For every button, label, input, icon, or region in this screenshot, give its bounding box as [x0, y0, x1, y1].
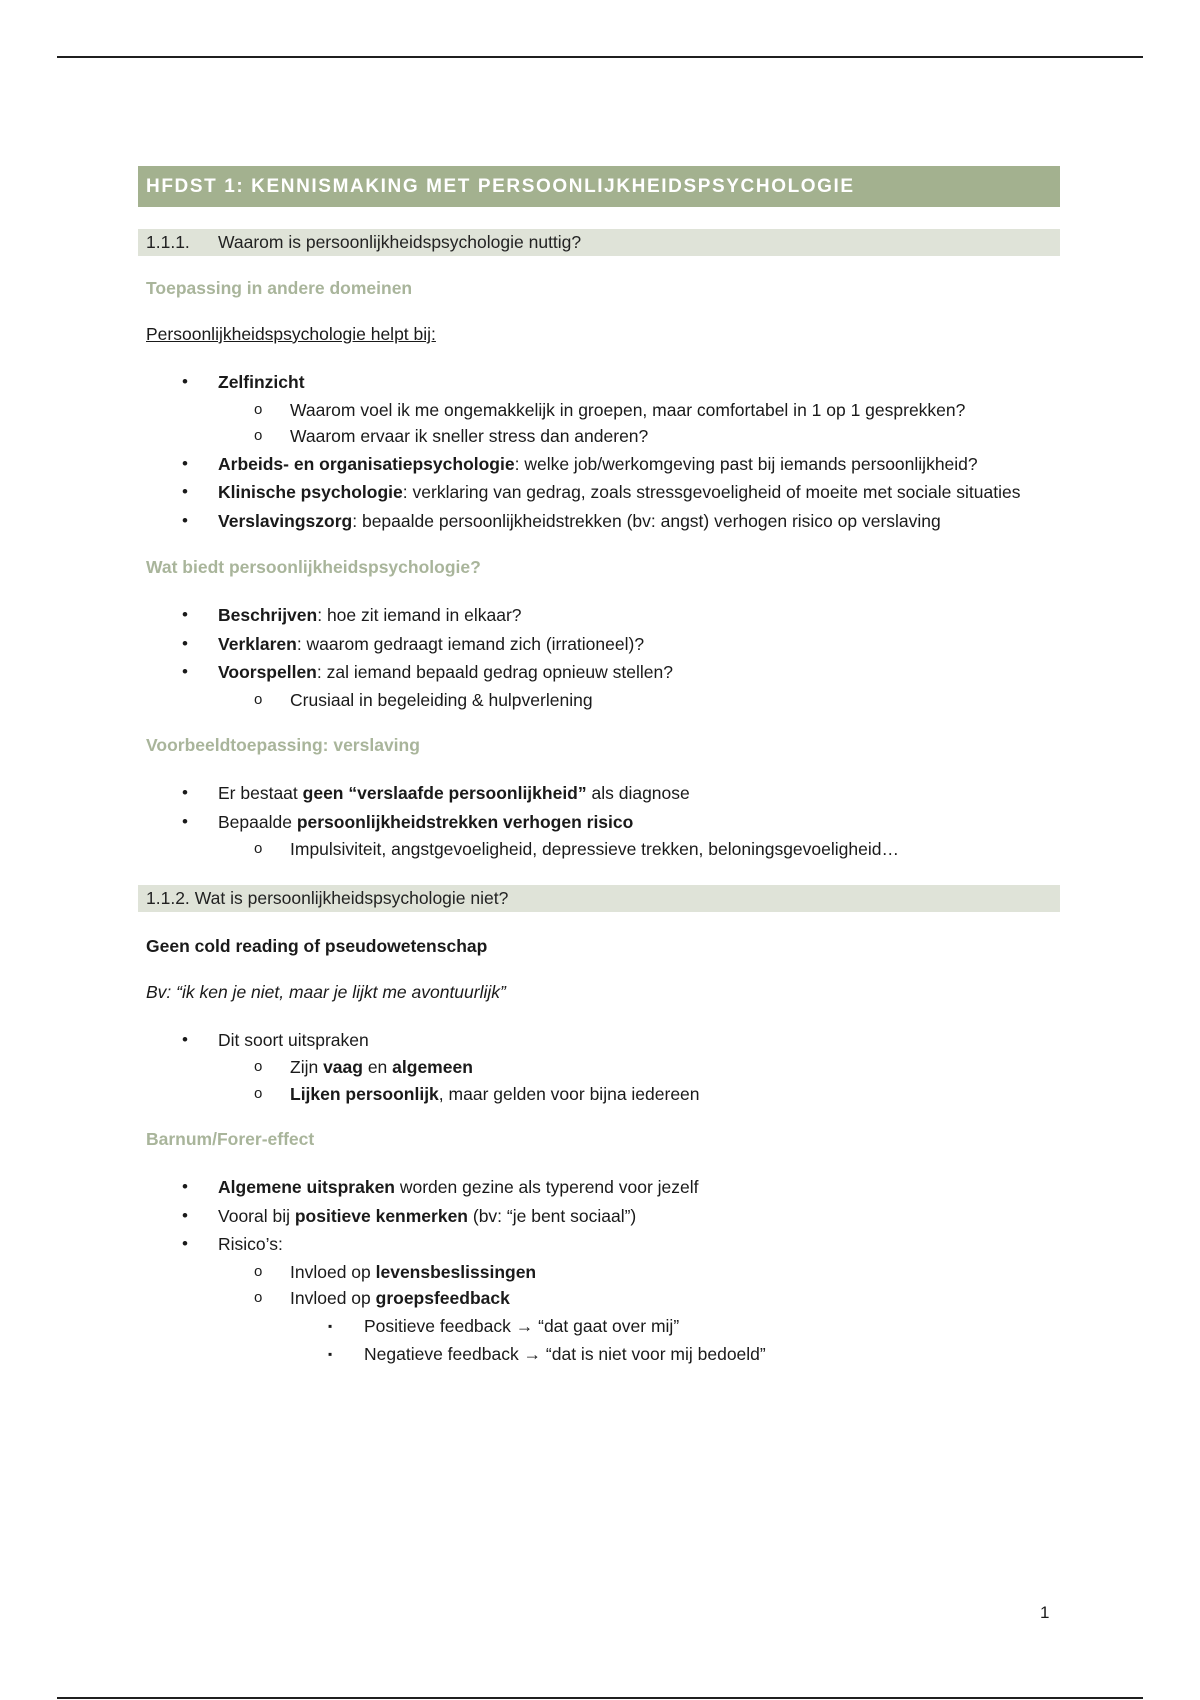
item-term: Algemene uitspraken	[218, 1177, 395, 1197]
sublist	[218, 836, 1060, 863]
circle-glyph: o	[254, 400, 263, 418]
item-text: Positieve feedback → “dat gaat over mij”	[364, 1315, 680, 1336]
circle-glyph: o	[254, 1262, 263, 1280]
sublist-item	[218, 1054, 1060, 1081]
list-item	[138, 601, 1060, 630]
circle-glyph: o	[254, 427, 263, 444]
bullet-glyph: •	[182, 510, 188, 530]
sublist-item	[218, 1259, 1060, 1286]
item-term: Arbeids- en organisatiepsychologie	[218, 453, 515, 474]
sublist	[218, 687, 1060, 714]
bullet-glyph: •	[182, 633, 188, 653]
circle-glyph: o	[254, 1289, 263, 1306]
list-uitspraken	[138, 1026, 1060, 1108]
list-item	[138, 779, 1060, 808]
subsublist-item	[290, 1312, 1060, 1340]
bullet-glyph: •	[182, 811, 188, 831]
item-text: Waarom voel ik me ongemakkelijk in groepen, maar comfortabel in 1 op 1 gesprekken?	[290, 399, 966, 420]
section-number: 1.1.2.	[146, 887, 190, 908]
item-term: Lijken persoonlijk	[290, 1083, 439, 1104]
sublist-item	[218, 423, 1060, 450]
item-term: groepsfeedback	[375, 1288, 510, 1308]
item-text: worden gezine als typerend voor jezelf	[395, 1177, 699, 1197]
list-item	[138, 658, 1060, 713]
item-term: Verslavingszorg	[218, 510, 353, 531]
item-term: persoonlijkheidstrekken verhogen risico	[296, 811, 634, 832]
subheading-toepassing: Toepassing in andere domeinen	[146, 278, 413, 298]
list-toepassingen	[138, 368, 1060, 535]
header-rule	[57, 56, 1143, 58]
item-text: Dit soort uitspraken	[218, 1029, 369, 1050]
subheading-wat-biedt: Wat biedt persoonlijkheidspsychologie?	[146, 557, 481, 577]
item-body	[218, 450, 1048, 479]
bullet-glyph: •	[182, 482, 188, 501]
item-text: Vooral bij	[218, 1205, 295, 1226]
square-glyph: ▪	[328, 1346, 333, 1361]
bullet-glyph: •	[182, 605, 188, 624]
item-text: Bepaalde	[218, 811, 297, 832]
item-text: Invloed op	[290, 1261, 376, 1282]
bullet-glyph: •	[182, 372, 188, 391]
item-text: : hoe zit iemand in elkaar?	[317, 605, 522, 625]
item-text: : zal iemand bepaald gedrag opnieuw stellen?	[316, 662, 673, 682]
list-item	[138, 1026, 1060, 1108]
footer-rule	[57, 1697, 1143, 1699]
bullet-glyph: •	[182, 453, 188, 473]
list-item	[138, 630, 1060, 659]
bullet-glyph: •	[182, 1205, 188, 1225]
circle-glyph: o	[254, 1084, 263, 1102]
list-verslaving	[138, 779, 1060, 863]
bullet-glyph: •	[182, 662, 188, 681]
item-term: positieve kenmerken	[294, 1205, 468, 1226]
bullet-glyph: •	[182, 1029, 188, 1049]
list-item	[138, 368, 1060, 450]
sublist-item	[218, 836, 1060, 863]
helps-intro-text: Persoonlijkheidspsychologie helpt bij:	[146, 324, 436, 344]
item-text: en	[362, 1057, 393, 1077]
item-text: (bv: “je bent sociaal”)	[468, 1205, 637, 1226]
list-item	[138, 507, 1060, 536]
item-term: vaag	[323, 1057, 363, 1077]
bullet-glyph: •	[182, 783, 188, 802]
item-term: levensbeslissingen	[375, 1261, 537, 1282]
item-body	[218, 478, 1048, 507]
subheading-voorbeeld: Voorbeeldtoepassing: verslaving	[146, 735, 420, 755]
item-text: Negatieve feedback → “dat is niet voor mij bedoeld”	[364, 1343, 766, 1364]
item-term: Klinische psychologie	[218, 482, 403, 502]
list-item	[138, 450, 1060, 479]
item-text: Crusiaal in begeleiding & hulpverlening	[290, 689, 593, 710]
list-barnum	[138, 1173, 1060, 1368]
circle-glyph: o	[254, 690, 263, 708]
section-title: Waarom is persoonlijkheidspsychologie nuttig?	[218, 232, 582, 252]
sublist	[218, 1259, 1060, 1368]
cold-reading-heading: Geen cold reading of pseudowetenschap	[146, 935, 488, 956]
item-term: Verklaren	[218, 633, 297, 654]
bullet-glyph: •	[182, 1177, 188, 1196]
list-item	[138, 808, 1060, 863]
document-body	[138, 166, 1060, 1368]
subheading-barnum: Barnum/Forer-effect	[146, 1129, 315, 1149]
item-text: : verklaring van gedrag, zoals stressgevoeligheid of moeite met sociale situaties	[402, 482, 1021, 502]
example-quote: Bv: “ik ken je niet, maar je lijkt me avontuurlijk”	[146, 981, 506, 1002]
sublist-item	[218, 1285, 1060, 1368]
item-text: : bepaalde persoonlijkheidstrekken (bv: angst) verhogen risico op verslaving	[352, 510, 941, 531]
subsublist-item	[290, 1340, 1060, 1368]
list-item	[138, 478, 1060, 507]
section-heading-1-1-2	[138, 885, 1060, 912]
circle-glyph: o	[254, 1058, 263, 1075]
bullet-glyph: •	[182, 1234, 188, 1253]
item-text: : waarom gedraagt iemand zich (irrationeel)?	[296, 633, 645, 654]
item-text: Waarom ervaar ik sneller stress dan anderen?	[290, 426, 649, 446]
item-term: Zelfinzicht	[218, 372, 305, 392]
section-heading-1-1-1	[138, 229, 1060, 256]
item-text: Risico’s:	[218, 1234, 283, 1254]
item-term: algemeen	[392, 1057, 473, 1077]
list-item	[138, 1230, 1060, 1368]
item-text: Invloed op	[290, 1288, 376, 1308]
section-number: 1.1.1.	[146, 232, 190, 252]
section-title: Wat is persoonlijkheidspsychologie niet?	[194, 887, 509, 908]
item-text: Impulsiviteit, angstgevoeligheid, depressieve trekken, beloningsgevoeligheid…	[290, 839, 899, 859]
item-text: als diagnose	[586, 783, 690, 803]
sublist	[218, 1054, 1060, 1107]
helps-intro	[146, 322, 1060, 346]
chapter-heading: HFDST 1: KENNISMAKING MET PERSOONLIJKHEIDSPSYCHOLOGIE	[138, 166, 1060, 207]
item-text: Er bestaat	[218, 783, 303, 803]
item-text: Zijn	[290, 1057, 324, 1077]
item-text: : welke job/werkomgeving past bij iemands persoonlijkheid?	[514, 453, 978, 474]
list-wat-biedt	[138, 601, 1060, 713]
list-item	[138, 1173, 1060, 1202]
sublist	[218, 397, 1060, 450]
item-term: Voorspellen	[218, 662, 317, 682]
sublist-item	[218, 397, 1060, 424]
square-glyph: ▪	[328, 1318, 333, 1333]
sublist-item	[218, 687, 1060, 714]
item-term: Beschrijven	[218, 605, 318, 625]
page-number: 1	[1040, 1603, 1050, 1622]
item-term: geen “verslaafde persoonlijkheid”	[302, 783, 587, 803]
circle-glyph: o	[254, 840, 263, 857]
list-item	[138, 1202, 1060, 1231]
item-text: , maar gelden voor bijna iedereen	[438, 1083, 700, 1104]
subsublist	[290, 1312, 1060, 1368]
sublist-item	[218, 1081, 1060, 1108]
